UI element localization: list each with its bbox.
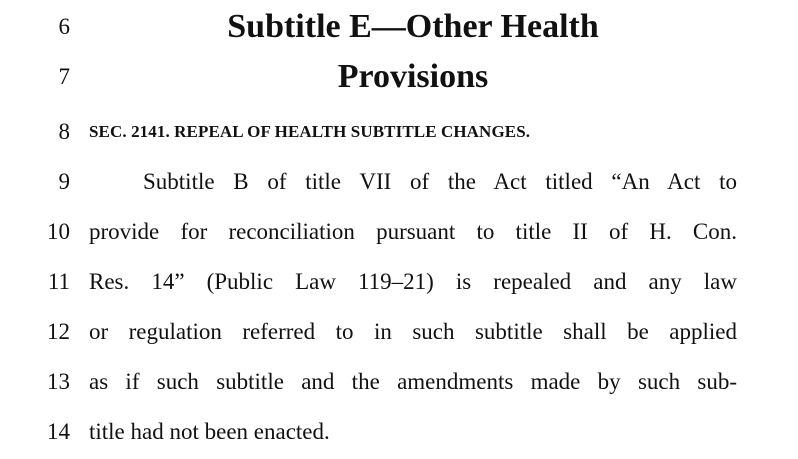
- body-text-line-last: title had not been enacted.: [89, 419, 330, 444]
- body-text-line: provide for reconciliation pursuant to title II of H. Con.: [89, 219, 737, 244]
- line-number: 13: [47, 369, 70, 394]
- line-number: 8: [58, 119, 70, 144]
- body-text-line: or regulation referred to in such subtitle shall be applied: [89, 319, 737, 344]
- line-number: 9: [58, 169, 70, 194]
- bill-line-14: [0, 412, 798, 452]
- body-text-line: Subtitle B of title VII of the Act titled “An Act to: [143, 169, 737, 194]
- section-heading: SEC. 2141. REPEAL OF HEALTH SUBTITLE CHANGES.: [89, 122, 531, 141]
- bill-line-9: [0, 162, 798, 202]
- body-text-line: as if such subtitle and the amendments made by such sub-: [89, 369, 737, 394]
- line-number: 10: [47, 219, 70, 244]
- bill-line-11: [0, 262, 798, 302]
- line-number: 14: [47, 419, 70, 444]
- line-number: 11: [47, 269, 70, 294]
- bill-line-6: [0, 7, 798, 47]
- bill-line-8: [0, 112, 798, 152]
- bill-line-10: [0, 212, 798, 252]
- subtitle-heading-line-1: Subtitle E—Other Health: [227, 8, 599, 45]
- subtitle-heading-line-2: Provisions: [337, 58, 489, 95]
- bill-line-12: [0, 312, 798, 352]
- line-number: 6: [58, 14, 70, 39]
- bill-line-7: [0, 57, 798, 97]
- line-number: 12: [47, 319, 70, 344]
- line-number: 7: [58, 64, 70, 89]
- bill-line-13: [0, 362, 798, 402]
- body-text-line: Res. 14” (Public Law 119–21) is repealed and any law: [89, 269, 737, 294]
